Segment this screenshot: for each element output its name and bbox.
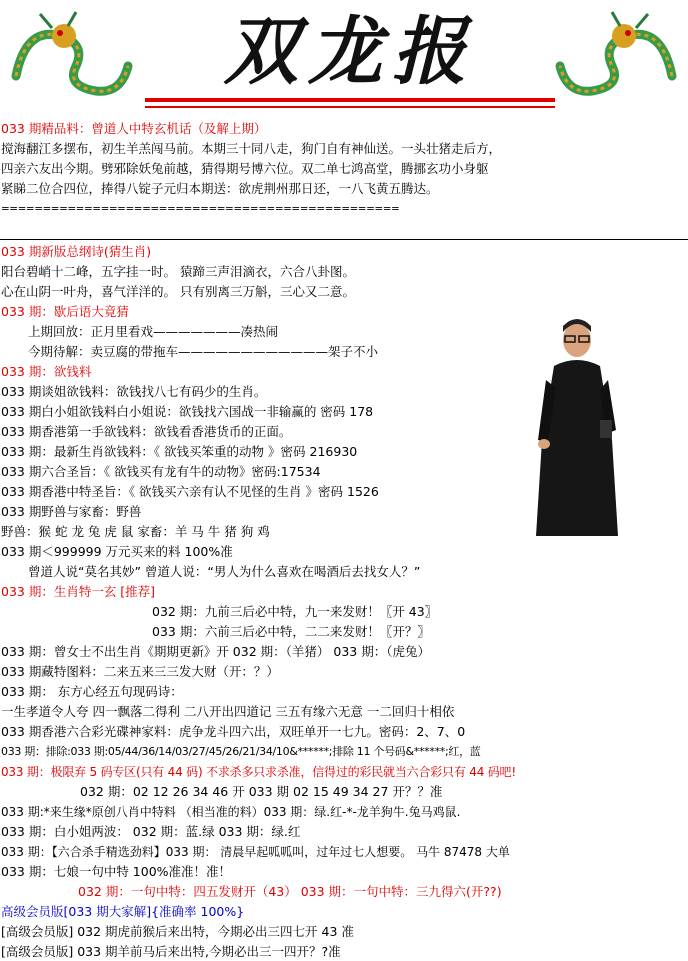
text-line: [高级会员版] 032 期虎前猴后来出特，今期必出三四七开 43 准 (1, 924, 354, 939)
text-line: 上期回放：正月里看戏———————凑热闹 (28, 324, 279, 339)
dragon-left-icon (6, 6, 136, 106)
section-heading: 高级会员版[033 期大家解]{准确率 100%} (1, 904, 245, 919)
text-line: 一生孝道令人夸 四一飘落二得利 二八开出四道记 三五有缘六无意 一二回归十相依 (1, 704, 455, 719)
text-line: 033 期:*来生缘*原创八肖中特料 （相当准的料）033 期：绿.红-*-龙羊狗牛.兔马鸡鼠. (1, 805, 461, 819)
title-underline-thick (145, 98, 555, 102)
text-line: 搅海翻江多摆布，初生羊羔闯马前。本期三十同八走，狗门自有神仙送。一头壮猪走后方， (1, 141, 502, 156)
text-line: 阳台碧峭十二峰，五字挂一时。 猿蹄三声泪滴衣，六合八卦图。 (1, 264, 355, 279)
text-line: 033 期：白小姐两波： 032 期：蓝.绿 033 期：绿.红 (1, 824, 301, 839)
text-line: 033 期：【六合杀手精选劲料】033 期： 清晨早起呱呱叫，过年过七人想要。 马牛 87478 大单 (1, 845, 510, 859)
text-line: [高级会员版] 033 期羊前马后来出特,今期必出三一四开？?准 (1, 944, 341, 959)
section-heading: 032 期：一句中特：四五发财开（43） 033 期：一句中特：三九得六(开??) (78, 884, 502, 899)
section-heading: 033 期：欲钱料 (1, 364, 92, 379)
text-line: 033 期：最新生肖欲钱料：《 欲钱买笨重的动物 》密码 216930 (1, 444, 358, 459)
text-line: 033 期香港中特圣旨：《 欲钱买六亲有认不见怪的生肖 》密码 1526 (1, 484, 379, 499)
section-heading: 033 期新版总纲诗(猜生肖) (1, 244, 152, 259)
title-underline-thin (145, 106, 555, 108)
text-line: 四亲六友出今期。劈邪除妖兔前越，猜得期号博六位。双二单七鸿高堂，腾挪玄功小身躯 (1, 161, 489, 176)
section-heading: 033 期：歇后语大竟猜 (1, 304, 129, 319)
page-title: 双龙报 (224, 9, 476, 95)
section-divider (0, 239, 688, 240)
text-line: 033 期：曾女士不出生肖《期期更新》开 032 期：（羊猪） 033 期：（虎兔） (1, 644, 430, 659)
equals-divider: ================================================ (1, 203, 400, 215)
text-line: 033 期： 东方心经五句现码诗： (1, 684, 183, 699)
section-heading: 033 期：生肖特一玄 [推荐] (1, 584, 156, 599)
dragon-right-icon (552, 6, 682, 106)
text-line: 033 期白小姐欲钱料白小姐说：欲钱找六国战一非输赢的 密码 178 (1, 404, 374, 419)
text-line: 033 期：六前三后必中特，二二来发财！〖开？〗 (152, 624, 430, 639)
text-line: 033 期香港第一手欲钱料：欲钱看香港货币的正面。 (1, 424, 292, 439)
masthead (0, 0, 688, 120)
man-portrait-icon (532, 310, 622, 538)
text-line: 033 期：排除:033 期:05/44/36/14/03/27/45/26/21/34/10&******;排除 11 个号码&******;红，蓝 (1, 745, 481, 758)
text-line: 033 期香港六合彩光碟神家料：虎争龙斗四六出，双旺单开一七九。密码：2、7、0 (1, 724, 466, 739)
text-line: 033 期野兽与家畜：野兽 (1, 504, 142, 519)
text-line: 心在山阴一叶舟，喜气洋洋的。 只有别离三万斛，三心又二意。 (1, 284, 355, 299)
text-line: 033 期：七娘一句中特 100%准准！准！ (1, 864, 232, 879)
text-line: 033 期谈姐欲钱料：欲钱找八七有码少的生肖。 (1, 384, 267, 399)
text-line: 032 期：九前三后必中特，九一来发财！〖开 43〗 (152, 604, 438, 619)
text-line: 曾道人说“莫名其妙” 曾道人说：“男人为什么喜欢在喝酒后去找女人？” (28, 564, 421, 579)
text-line: 033 期藏特图料：二来五来三三发大财（开：？） (1, 664, 279, 679)
text-line: 033 期六合圣旨：《 欲钱买有龙有牛的动物》密码:17534 (1, 464, 321, 479)
text-line: 紧睇二位合四位，捧得八锭子元归本期送：欲虎荆州那日还，一八飞黄五腾达。 (1, 181, 439, 196)
text-line: 今期待解：卖豆腐的带拖车————————————架子不小 (28, 344, 379, 359)
text-line: 032 期：02 12 26 34 46 开 033 期 02 15 49 34 27 开？？准 (80, 784, 443, 799)
section-heading: 033 期精品料：曾道人中特玄机话（及解上期） (1, 121, 267, 136)
section-heading: 033 期：极限弃 5 码专区(只有 44 码) 不求杀多只求杀准，信得过的彩民就当六合彩只有 44 码吧! (1, 765, 516, 779)
text-line: 野兽：猴 蛇 龙 兔 虎 鼠 家畜：羊 马 牛 猪 狗 鸡 (1, 524, 270, 539)
text-line: 033 期＜999999 万元买来的料 100%准 (1, 544, 233, 559)
